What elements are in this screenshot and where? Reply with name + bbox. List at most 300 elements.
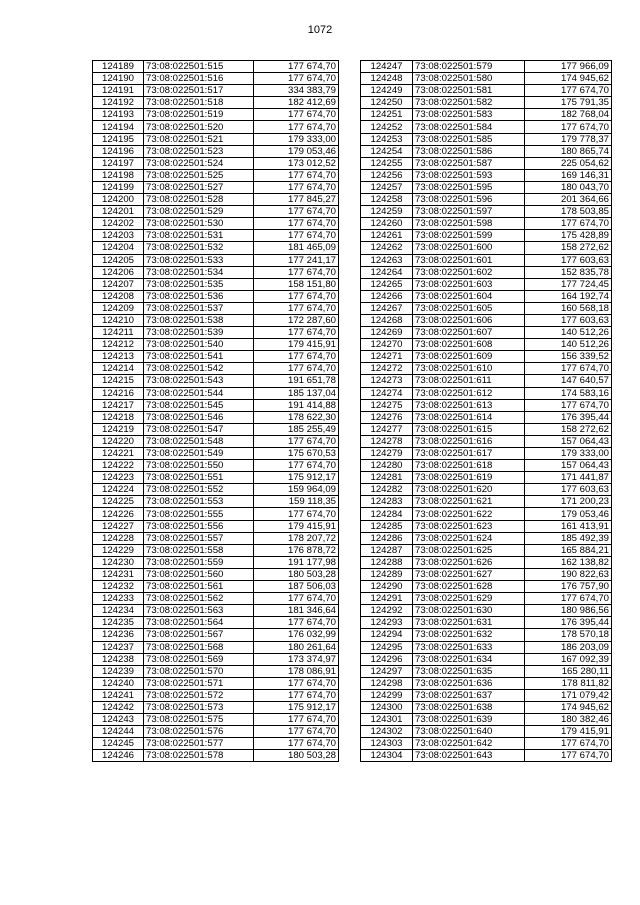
table-row (361, 641, 612, 653)
row-number-cell: 124241 (93, 689, 144, 701)
cadastral-number-cell: 73:08:022501:608 (413, 339, 525, 351)
cadastral-number-cell: 73:08:022501:623 (413, 520, 525, 532)
value-cell: 175 912,17 (254, 472, 339, 484)
cadastral-number-cell: 73:08:022501:551 (144, 472, 254, 484)
value-cell: 185 137,04 (254, 387, 339, 399)
value-cell: 178 622,30 (254, 411, 339, 423)
row-number-cell: 124226 (93, 508, 144, 520)
value-cell: 173 374,97 (254, 653, 339, 665)
value-cell: 190 822,63 (525, 568, 612, 580)
cadastral-number-cell: 73:08:022501:606 (413, 314, 525, 326)
row-number-cell: 124236 (93, 629, 144, 641)
table-row (93, 472, 339, 484)
row-number-cell: 124230 (93, 556, 144, 568)
table-row (361, 339, 612, 351)
cadastral-number-cell: 73:08:022501:612 (413, 387, 525, 399)
table-row (361, 194, 612, 206)
cadastral-number-cell: 73:08:022501:549 (144, 448, 254, 460)
row-number-cell: 124272 (361, 363, 413, 375)
value-cell: 177 674,70 (525, 218, 612, 230)
row-number-cell: 124254 (361, 145, 413, 157)
table-row (93, 701, 339, 713)
table-row (93, 484, 339, 496)
row-number-cell: 124284 (361, 508, 413, 520)
value-cell: 181 465,09 (254, 242, 339, 254)
row-number-cell: 124283 (361, 496, 413, 508)
row-number-cell: 124199 (93, 181, 144, 193)
table-row (361, 169, 612, 181)
cadastral-number-cell: 73:08:022501:525 (144, 169, 254, 181)
value-cell: 191 177,98 (254, 556, 339, 568)
row-number-cell: 124252 (361, 121, 413, 133)
table-row (361, 617, 612, 629)
row-number-cell: 124301 (361, 714, 413, 726)
cadastral-number-cell: 73:08:022501:603 (413, 278, 525, 290)
row-number-cell: 124227 (93, 520, 144, 532)
row-number-cell: 124228 (93, 532, 144, 544)
row-number-cell: 124203 (93, 230, 144, 242)
table-row (361, 290, 612, 302)
cadastral-number-cell: 73:08:022501:597 (413, 206, 525, 218)
value-cell: 177 674,70 (254, 302, 339, 314)
table-row (93, 581, 339, 593)
row-number-cell: 124232 (93, 581, 144, 593)
table-row (361, 435, 612, 447)
value-cell: 167 092,39 (525, 653, 612, 665)
row-number-cell: 124266 (361, 290, 413, 302)
cadastral-number-cell: 73:08:022501:630 (413, 605, 525, 617)
table-row (93, 460, 339, 472)
table-row (93, 145, 339, 157)
value-cell: 177 674,70 (254, 435, 339, 447)
value-cell: 180 261,64 (254, 641, 339, 653)
row-number-cell: 124263 (361, 254, 413, 266)
row-number-cell: 124206 (93, 266, 144, 278)
value-cell: 187 506,03 (254, 581, 339, 593)
table-row (93, 689, 339, 701)
cadastral-number-cell: 73:08:022501:601 (413, 254, 525, 266)
row-number-cell: 124189 (93, 61, 144, 73)
cadastral-number-cell: 73:08:022501:578 (144, 750, 254, 762)
row-number-cell: 124196 (93, 145, 144, 157)
value-cell: 174 583,16 (525, 387, 612, 399)
cadastral-number-cell: 73:08:022501:531 (144, 230, 254, 242)
table-row (361, 73, 612, 85)
value-cell: 182 412,69 (254, 97, 339, 109)
page-number: 1072 (307, 24, 333, 36)
cadastral-number-cell: 73:08:022501:550 (144, 460, 254, 472)
row-number-cell: 124218 (93, 411, 144, 423)
table-row (93, 399, 339, 411)
value-cell: 179 415,91 (525, 726, 612, 738)
cadastral-number-cell: 73:08:022501:569 (144, 653, 254, 665)
row-number-cell: 124229 (93, 544, 144, 556)
row-number-cell: 124194 (93, 121, 144, 133)
row-number-cell: 124261 (361, 230, 413, 242)
value-cell: 185 255,49 (254, 423, 339, 435)
row-number-cell: 124289 (361, 568, 413, 580)
cadastral-number-cell: 73:08:022501:562 (144, 593, 254, 605)
value-cell: 177 674,70 (254, 508, 339, 520)
value-cell: 158 272,62 (525, 423, 612, 435)
table-row (361, 85, 612, 97)
cadastral-number-cell: 73:08:022501:572 (144, 689, 254, 701)
table-row (361, 544, 612, 556)
value-cell: 177 674,70 (254, 121, 339, 133)
row-number-cell: 124282 (361, 484, 413, 496)
value-cell: 176 757,90 (525, 581, 612, 593)
value-cell: 179 415,91 (254, 520, 339, 532)
table-row (93, 435, 339, 447)
value-cell: 140 512,26 (525, 327, 612, 339)
cadastral-number-cell: 73:08:022501:602 (413, 266, 525, 278)
cadastral-number-cell: 73:08:022501:559 (144, 556, 254, 568)
row-number-cell: 124304 (361, 750, 413, 762)
row-number-cell: 124223 (93, 472, 144, 484)
row-number-cell: 124269 (361, 327, 413, 339)
row-number-cell: 124256 (361, 169, 413, 181)
row-number-cell: 124267 (361, 302, 413, 314)
table-row (361, 399, 612, 411)
cadastral-number-cell: 73:08:022501:521 (144, 133, 254, 145)
value-cell: 177 845,27 (254, 194, 339, 206)
table-row (361, 653, 612, 665)
table-row (361, 714, 612, 726)
row-number-cell: 124293 (361, 617, 413, 629)
cadastral-number-cell: 73:08:022501:539 (144, 327, 254, 339)
table-row (361, 738, 612, 750)
row-number-cell: 124200 (93, 194, 144, 206)
cadastral-number-cell: 73:08:022501:639 (413, 714, 525, 726)
value-cell: 177 674,70 (254, 714, 339, 726)
cadastral-number-cell: 73:08:022501:557 (144, 532, 254, 544)
table-row (361, 363, 612, 375)
row-number-cell: 124270 (361, 339, 413, 351)
table-row (361, 387, 612, 399)
table-row (93, 641, 339, 653)
value-cell: 177 674,70 (254, 726, 339, 738)
row-number-cell: 124211 (93, 327, 144, 339)
value-cell: 177 674,70 (254, 169, 339, 181)
table-row (93, 714, 339, 726)
table-row (93, 629, 339, 641)
row-number-cell: 124292 (361, 605, 413, 617)
cadastral-number-cell: 73:08:022501:583 (413, 109, 525, 121)
value-cell: 140 512,26 (525, 339, 612, 351)
cadastral-number-cell: 73:08:022501:635 (413, 665, 525, 677)
row-number-cell: 124265 (361, 278, 413, 290)
cadastral-number-cell: 73:08:022501:580 (413, 73, 525, 85)
cadastral-number-cell: 73:08:022501:621 (413, 496, 525, 508)
value-cell: 177 674,70 (254, 109, 339, 121)
row-number-cell: 124216 (93, 387, 144, 399)
table-row (93, 726, 339, 738)
table-row (93, 508, 339, 520)
value-cell: 176 032,99 (254, 629, 339, 641)
value-cell: 179 053,46 (525, 508, 612, 520)
row-number-cell: 124273 (361, 375, 413, 387)
row-number-cell: 124246 (93, 750, 144, 762)
table-row (93, 230, 339, 242)
value-cell: 159 118,35 (254, 496, 339, 508)
cadastral-number-cell: 73:08:022501:610 (413, 363, 525, 375)
cadastral-number-cell: 73:08:022501:543 (144, 375, 254, 387)
value-cell: 185 492,39 (525, 532, 612, 544)
row-number-cell: 124237 (93, 641, 144, 653)
row-number-cell: 124213 (93, 351, 144, 363)
table-row (361, 665, 612, 677)
cadastral-number-cell: 73:08:022501:609 (413, 351, 525, 363)
value-cell: 176 878,72 (254, 544, 339, 556)
table-row (93, 448, 339, 460)
table-row (361, 230, 612, 242)
row-number-cell: 124285 (361, 520, 413, 532)
row-number-cell: 124193 (93, 109, 144, 121)
cadastral-number-cell: 73:08:022501:519 (144, 109, 254, 121)
cadastral-number-cell: 73:08:022501:632 (413, 629, 525, 641)
cadastral-number-cell: 73:08:022501:593 (413, 169, 525, 181)
cadastral-number-cell: 73:08:022501:563 (144, 605, 254, 617)
table-row (93, 327, 339, 339)
table-row (361, 351, 612, 363)
cadastral-number-cell: 73:08:022501:541 (144, 351, 254, 363)
value-cell: 177 674,70 (525, 738, 612, 750)
value-cell: 169 146,31 (525, 169, 612, 181)
row-number-cell: 124221 (93, 448, 144, 460)
value-cell: 175 670,53 (254, 448, 339, 460)
table-row (93, 544, 339, 556)
cadastral-number-cell: 73:08:022501:540 (144, 339, 254, 351)
cadastral-number-cell: 73:08:022501:636 (413, 677, 525, 689)
cadastral-number-cell: 73:08:022501:558 (144, 544, 254, 556)
table-row (361, 314, 612, 326)
value-cell: 178 811,82 (525, 677, 612, 689)
table-row (361, 750, 612, 762)
value-cell: 159 964,09 (254, 484, 339, 496)
cadastral-number-cell: 73:08:022501:584 (413, 121, 525, 133)
value-cell: 225 054,62 (525, 157, 612, 169)
cadastral-number-cell: 73:08:022501:516 (144, 73, 254, 85)
row-number-cell: 124297 (361, 665, 413, 677)
value-cell: 182 768,04 (525, 109, 612, 121)
cadastral-number-cell: 73:08:022501:581 (413, 85, 525, 97)
table-row (93, 181, 339, 193)
table-row (361, 677, 612, 689)
row-number-cell: 124208 (93, 290, 144, 302)
table-row (361, 109, 612, 121)
row-number-cell: 124204 (93, 242, 144, 254)
row-number-cell: 124255 (361, 157, 413, 169)
value-cell: 177 674,70 (525, 399, 612, 411)
row-number-cell: 124240 (93, 677, 144, 689)
table-row (361, 327, 612, 339)
value-cell: 147 640,57 (525, 375, 612, 387)
row-number-cell: 124290 (361, 581, 413, 593)
table-row (361, 157, 612, 169)
row-number-cell: 124298 (361, 677, 413, 689)
value-cell: 165 884,21 (525, 544, 612, 556)
register-table-right (360, 60, 612, 762)
cadastral-number-cell: 73:08:022501:634 (413, 653, 525, 665)
table-row (93, 363, 339, 375)
value-cell: 180 865,74 (525, 145, 612, 157)
table-row (361, 484, 612, 496)
row-number-cell: 124248 (361, 73, 413, 85)
cadastral-number-cell: 73:08:022501:631 (413, 617, 525, 629)
row-number-cell: 124264 (361, 266, 413, 278)
value-cell: 171 441,87 (525, 472, 612, 484)
cadastral-number-cell: 73:08:022501:642 (413, 738, 525, 750)
row-number-cell: 124209 (93, 302, 144, 314)
value-cell: 180 043,70 (525, 181, 612, 193)
value-cell: 156 339,52 (525, 351, 612, 363)
row-number-cell: 124205 (93, 254, 144, 266)
value-cell: 191 651,78 (254, 375, 339, 387)
cadastral-number-cell: 73:08:022501:587 (413, 157, 525, 169)
row-number-cell: 124277 (361, 423, 413, 435)
table-row (361, 61, 612, 73)
table-row (361, 242, 612, 254)
row-number-cell: 124257 (361, 181, 413, 193)
cadastral-number-cell: 73:08:022501:536 (144, 290, 254, 302)
table-row (361, 593, 612, 605)
table-row (361, 448, 612, 460)
value-cell: 177 966,09 (525, 61, 612, 73)
table-row (361, 496, 612, 508)
value-cell: 164 192,74 (525, 290, 612, 302)
row-number-cell: 124210 (93, 314, 144, 326)
value-cell: 177 674,70 (254, 738, 339, 750)
cadastral-number-cell: 73:08:022501:567 (144, 629, 254, 641)
value-cell: 177 603,63 (525, 314, 612, 326)
value-cell: 177 674,70 (254, 593, 339, 605)
table-row (93, 520, 339, 532)
value-cell: 176 395,44 (525, 617, 612, 629)
row-number-cell: 124222 (93, 460, 144, 472)
table-row (93, 121, 339, 133)
cadastral-number-cell: 73:08:022501:568 (144, 641, 254, 653)
cadastral-number-cell: 73:08:022501:518 (144, 97, 254, 109)
value-cell: 177 674,70 (525, 593, 612, 605)
value-cell: 177 674,70 (254, 218, 339, 230)
cadastral-number-cell: 73:08:022501:537 (144, 302, 254, 314)
value-cell: 201 364,66 (525, 194, 612, 206)
row-number-cell: 124220 (93, 435, 144, 447)
cadastral-number-cell: 73:08:022501:622 (413, 508, 525, 520)
value-cell: 180 986,56 (525, 605, 612, 617)
value-cell: 179 415,91 (254, 339, 339, 351)
value-cell: 172 287,60 (254, 314, 339, 326)
table-row (361, 411, 612, 423)
cadastral-number-cell: 73:08:022501:555 (144, 508, 254, 520)
cadastral-number-cell: 73:08:022501:627 (413, 568, 525, 580)
table-row (93, 169, 339, 181)
value-cell: 177 241,17 (254, 254, 339, 266)
cadastral-number-cell: 73:08:022501:552 (144, 484, 254, 496)
row-number-cell: 124201 (93, 206, 144, 218)
row-number-cell: 124244 (93, 726, 144, 738)
row-number-cell: 124286 (361, 532, 413, 544)
row-number-cell: 124224 (93, 484, 144, 496)
value-cell: 175 791,35 (525, 97, 612, 109)
row-number-cell: 124250 (361, 97, 413, 109)
row-number-cell: 124212 (93, 339, 144, 351)
table-row (93, 218, 339, 230)
cadastral-number-cell: 73:08:022501:607 (413, 327, 525, 339)
value-cell: 175 912,17 (254, 701, 339, 713)
cadastral-number-cell: 73:08:022501:515 (144, 61, 254, 73)
row-number-cell: 124245 (93, 738, 144, 750)
row-number-cell: 124299 (361, 689, 413, 701)
cadastral-number-cell: 73:08:022501:619 (413, 472, 525, 484)
table-row (361, 121, 612, 133)
value-cell: 177 674,70 (525, 121, 612, 133)
table-row (93, 738, 339, 750)
value-cell: 177 724,45 (525, 278, 612, 290)
value-cell: 177 674,70 (254, 363, 339, 375)
value-cell: 177 674,70 (254, 689, 339, 701)
table-row (361, 302, 612, 314)
table-row (361, 629, 612, 641)
value-cell: 177 674,70 (254, 61, 339, 73)
cadastral-number-cell: 73:08:022501:553 (144, 496, 254, 508)
cadastral-number-cell: 73:08:022501:638 (413, 701, 525, 713)
value-cell: 158 272,62 (525, 242, 612, 254)
table-row (93, 605, 339, 617)
value-cell: 180 503,28 (254, 750, 339, 762)
row-number-cell: 124288 (361, 556, 413, 568)
table-row (93, 423, 339, 435)
cadastral-number-cell: 73:08:022501:596 (413, 194, 525, 206)
cadastral-number-cell: 73:08:022501:611 (413, 375, 525, 387)
cadastral-number-cell: 73:08:022501:585 (413, 133, 525, 145)
row-number-cell: 124271 (361, 351, 413, 363)
value-cell: 334 383,79 (254, 85, 339, 97)
row-number-cell: 124214 (93, 363, 144, 375)
value-cell: 152 835,78 (525, 266, 612, 278)
cadastral-number-cell: 73:08:022501:626 (413, 556, 525, 568)
table-row (361, 218, 612, 230)
table-row (361, 556, 612, 568)
table-row (93, 593, 339, 605)
row-number-cell: 124233 (93, 593, 144, 605)
cadastral-number-cell: 73:08:022501:542 (144, 363, 254, 375)
row-number-cell: 124274 (361, 387, 413, 399)
table-row (361, 532, 612, 544)
cadastral-number-cell: 73:08:022501:605 (413, 302, 525, 314)
row-number-cell: 124217 (93, 399, 144, 411)
row-number-cell: 124225 (93, 496, 144, 508)
value-cell: 179 333,00 (525, 448, 612, 460)
cadastral-number-cell: 73:08:022501:528 (144, 194, 254, 206)
row-number-cell: 124215 (93, 375, 144, 387)
table-row (361, 254, 612, 266)
table-row (361, 581, 612, 593)
row-number-cell: 124249 (361, 85, 413, 97)
value-cell: 177 674,70 (254, 181, 339, 193)
cadastral-number-cell: 73:08:022501:524 (144, 157, 254, 169)
value-cell: 177 674,70 (254, 230, 339, 242)
value-cell: 177 603,63 (525, 484, 612, 496)
row-number-cell: 124258 (361, 194, 413, 206)
table-row (93, 242, 339, 254)
value-cell: 174 945,62 (525, 73, 612, 85)
table-row (93, 339, 339, 351)
table-row (361, 97, 612, 109)
row-number-cell: 124251 (361, 109, 413, 121)
row-number-cell: 124275 (361, 399, 413, 411)
cadastral-number-cell: 73:08:022501:520 (144, 121, 254, 133)
